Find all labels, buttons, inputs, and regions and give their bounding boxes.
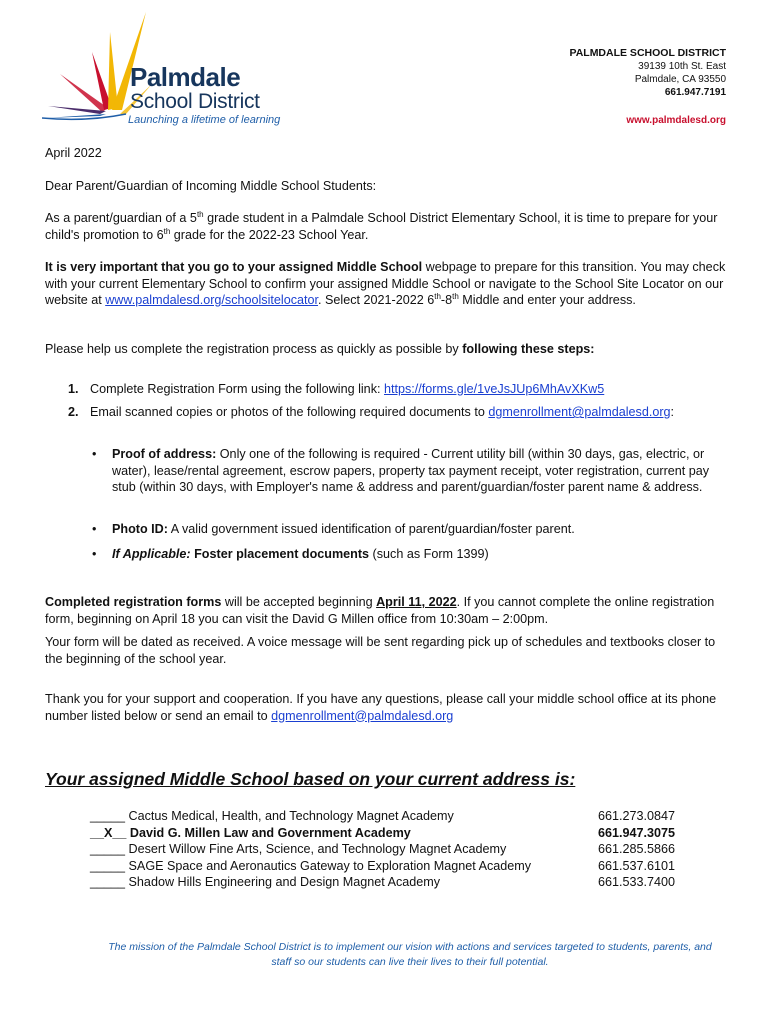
- logo-name-line1: Palmdale: [130, 62, 241, 92]
- logo-name-line2: School District: [130, 90, 260, 113]
- school-row: _____ Shadow Hills Engineering and Design Magnet Academy 661.533.7400: [90, 875, 675, 889]
- bullet-foster-docs: • If Applicable: Foster placement documents (such as Form 1399): [92, 547, 489, 561]
- letter-date: April 2022: [45, 146, 102, 160]
- school-row-selected: __X__ David G. Millen Law and Government Academy 661.947.3075: [90, 825, 675, 840]
- enrollment-email-link[interactable]: dgmenrollment@palmdalesd.org: [488, 405, 671, 419]
- district-phone: 661.947.7191: [664, 87, 726, 98]
- middle-school-paragraph: It is very important that you go to your assigned Middle School webpage to prepare for this transition. You may check with your current Elementary School to confirm your assigned Middle School or navigate to the School Site Locator on our website at www.palmdalesd.org/schoolsitelocator. Select 2021-2022 6th-8th Middle and enter your address.: [45, 260, 726, 307]
- steps-intro: Please help us complete the registration process as quickly as possible by following these steps:: [45, 342, 595, 356]
- salutation: Dear Parent/Guardian of Incoming Middle School Students:: [45, 179, 377, 193]
- district-logo: [42, 10, 282, 128]
- registration-dates-paragraph: Completed registration forms will be accepted beginning April 11, 2022. If you cannot complete the online registration form, beginning on April 18 you can visit the David G Millen office from 10:30am – 2:00pm.: [45, 595, 715, 626]
- bullet-proof-of-address: • Proof of address: Only one of the following is required - Current utility bill (within 30 days, gas, electric, or water), lease/rental agreement, escrow papers, property tax payment receipt, voter registration, current pay stub (within 30 days, with Employer's name & address and parent/guardian/foster parent name & address.: [92, 447, 710, 494]
- contact-email-link[interactable]: dgmenrollment@palmdalesd.org: [271, 708, 454, 723]
- registration-form-link[interactable]: https://forms.gle/1veJsJUp6MhAvXKw5: [384, 382, 605, 396]
- bullet-photo-id: • Photo ID: A valid government issued identification of parent/guardian/foster parent.: [92, 522, 575, 536]
- logo-tagline: Launching a lifetime of learning: [128, 114, 281, 126]
- address-line2: Palmdale, CA 93550: [634, 74, 726, 85]
- school-list: [90, 808, 690, 891]
- address-line1: 39139 10th St. East: [638, 61, 726, 72]
- school-row: _____ SAGE Space and Aeronautics Gateway to Exploration Magnet Academy 661.537.6101: [90, 858, 675, 873]
- school-row: _____ Desert Willow Fine Arts, Science, and Technology Magnet Academy 661.285.5866: [90, 842, 675, 856]
- assigned-school-heading: Your assigned Middle School based on your current address is:: [45, 769, 576, 789]
- thank-you-paragraph: Thank you for your support and cooperation. If you have any questions, please call your middle school office at its phone number listed below or send an email to dgmenrollment@palmdalesd.org: [45, 692, 717, 723]
- intro-paragraph: As a parent/guardian of a 5th grade student in a Palmdale School District Elementary School, it is time to prepare for your child's promotion to 6th grade for the 2022-23 School Year.: [45, 209, 718, 242]
- step-2: 2. Email scanned copies or photos of the following required documents to dgmenrollment@palmdalesd.org:: [68, 405, 675, 419]
- school-site-locator-link[interactable]: www.palmdalesd.org/schoolsitelocator: [105, 293, 319, 307]
- district-website: www.palmdalesd.org: [626, 115, 726, 126]
- school-row: _____ Cactus Medical, Health, and Technology Magnet Academy 661.273.0847: [90, 809, 675, 823]
- district-name: PALMDALE SCHOOL DISTRICT: [569, 47, 726, 59]
- mission-statement: The mission of the Palmdale School District is to implement our vision with actions and services targeted to students, parents, and staff so our students can live their lives to their full potential.: [108, 941, 712, 968]
- dated-received-paragraph: Your form will be dated as received. A voice message will be sent regarding pick up of schedules and textbooks closer to the beginning of the school year.: [45, 635, 716, 666]
- step-1: 1. Complete Registration Form using the following link: https://forms.gle/1veJsJUp6MhAvXKw5: [68, 382, 605, 396]
- district-address-block: [569, 47, 726, 99]
